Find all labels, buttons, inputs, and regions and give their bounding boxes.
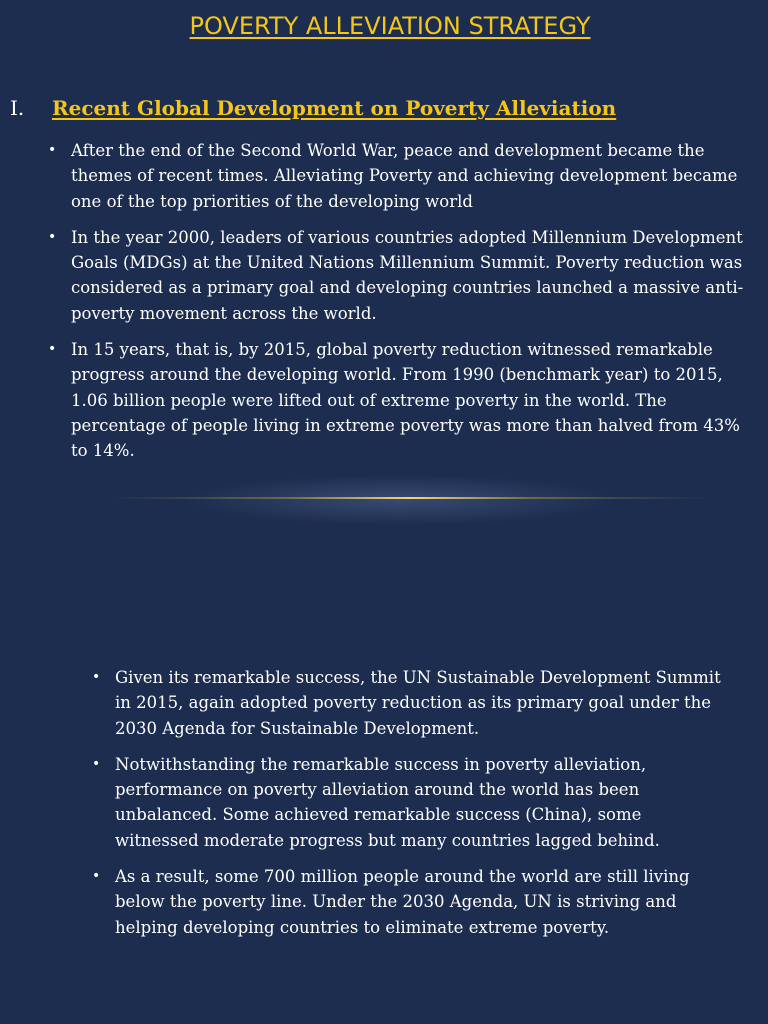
bullet-icon: • — [48, 142, 57, 158]
bullet-icon: • — [92, 755, 101, 772]
bullet-text: After the end of the Second World War, peace and development became the themes of recent times. Alleviating Poverty and achieving development became one of the top priorities of the developing world — [71, 141, 738, 211]
section-number: I. — [10, 96, 25, 120]
list-item — [90, 665, 730, 741]
bullet-icon: • — [92, 868, 101, 885]
bullet-text: Given its remarkable success, the UN Sustainable Development Summit in 2015, again adopted poverty reduction as its primary goal under the 2030 Agenda for Sustainable Development. — [115, 668, 721, 738]
bullet-icon: • — [92, 669, 101, 685]
bullet-icon: • — [48, 341, 57, 358]
list-item — [90, 752, 730, 853]
bullet-text: In the year 2000, leaders of various countries adopted Millennium Development Goals (MDGs) at the United Nations Millennium Summit. Poverty reduction was considered as a primary goal and developing countries launched a massive anti-poverty movement across the world. — [71, 227, 744, 323]
bullet-text: Notwithstanding the remarkable success in poverty alleviation, performance on poverty alleviation around the world has been unbalanced. Some achieved remarkable success (China), some witnessed moderate progress but many countries lagged behind. — [115, 754, 660, 850]
bullet-icon: • — [48, 228, 57, 245]
list-item — [46, 337, 756, 463]
bullet-list-top — [46, 138, 756, 475]
bullet-text: In 15 years, that is, by 2015, global poverty reduction witnessed remarkable progress around the developing world. From 1990 (benchmark year) to 2015, 1.06 billion people were lifted out of extreme poverty in the world. The percentage of people living in extreme poverty was more than halved from 43% to 14%. — [71, 340, 740, 461]
divider-glow — [90, 470, 710, 530]
bullet-text: As a result, some 700 million people around the world are still living below the poverty line. Under the 2030 Agenda, UN is striving and helping developing countries to eliminate extreme poverty. — [115, 867, 690, 937]
bullet-list-bottom — [90, 665, 730, 951]
divider-line — [110, 497, 710, 499]
list-item — [46, 225, 756, 326]
page-title: POVERTY ALLEVIATION STRATEGY — [189, 12, 591, 40]
section-title: Recent Global Development on Poverty Alleviation — [52, 96, 617, 120]
section-heading — [10, 96, 616, 120]
list-item — [46, 138, 756, 214]
list-item — [90, 864, 730, 940]
